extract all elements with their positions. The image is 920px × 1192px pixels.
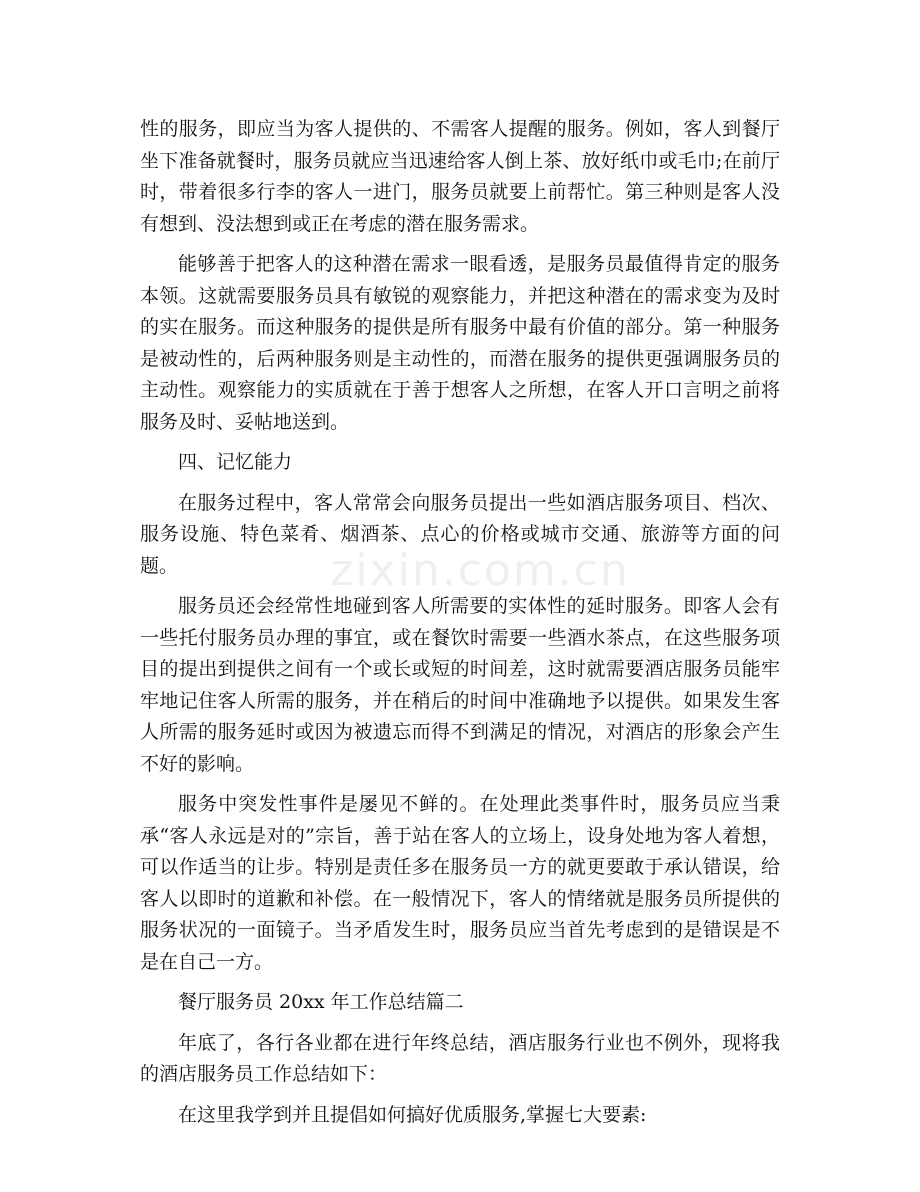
- paragraph-3: 在服务过程中，客人常常会向服务员提出一些如酒店服务项目、档次、服务设施、特色菜肴、烟酒茶、点心的价格或城市交通、旅游等方面的问题。: [140, 491, 780, 577]
- paragraph-2: 能够善于把客人的这种潜在需求一眼看透，是服务员最值得肯定的服务本领。这就需要服务员具有敏锐的观察能力，并把这种潜在的需求变为及时的实在服务。而这种服务的提供是所有服务中最有价值的部分。第一种服务是被动性的，后两种服务则是主动性的，而潜在服务的提供更强调服务员的主动性。观察能力的实质就在于善于想客人之所想，在客人开口言明之前将服务及时、妥帖地送到。: [140, 253, 780, 433]
- paragraph-7: 在这里我学到并且提倡如何搞好优质服务,掌握七大要素:: [178, 1103, 647, 1126]
- watermark: zixin.com.cn: [330, 545, 630, 596]
- section-heading-memory: 四、记忆能力: [178, 451, 293, 473]
- paragraph-6: 年底了，各行各业都在进行年终总结，酒店服务行业也不例外，现将我的酒店服务员工作总结如下：: [140, 1031, 780, 1085]
- paragraph-1: 性的服务，即应当为客人提供的、不需客人提醒的服务。例如，客人到餐厅坐下准备就餐时，服务员就应当迅速给客人倒上茶、放好纸巾或毛巾;在前厅时，带着很多行李的客人一进门，服务员就要上前帮忙。第三种则是客人没有想到、没法想到或正在考虑的潜在服务需求。: [140, 118, 780, 235]
- paragraph-4: 服务员还会经常性地碰到客人所需要的实体性的延时服务。即客人会有一些托付服务员办理的事宜，或在餐饮时需要一些酒水茶点，在这些服务项目的提出到提供之间有一个或长或短的时间差，这时就需要酒店服务员能牢牢地记住客人所需的服务，并在稍后的时间中准确地予以提供。如果发生客人所需的服务延时或因为被遗忘而得不到满足的情况，对酒店的形象会产生不好的影响。: [140, 595, 780, 775]
- document-page: [140, 114, 780, 1140]
- paragraph-5: 服务中突发性事件是屡见不鲜的。在处理此类事件时，服务员应当秉承“客人永远是对的”宗旨，善于站在客人的立场上，设身处地为客人着想，可以作适当的让步。特别是责任多在服务员一方的就更要敢于承认错误，给客人以即时的道歉和补偿。在一般情况下，客人的情绪就是服务员所提供的服务状况的一面镜子。当矛盾发生时，服务员应当首先考虑到的是错误是不是在自己一方。: [140, 793, 780, 973]
- section-heading-part-two: 餐厅服务员 20xx 年工作总结篇二: [178, 991, 464, 1013]
